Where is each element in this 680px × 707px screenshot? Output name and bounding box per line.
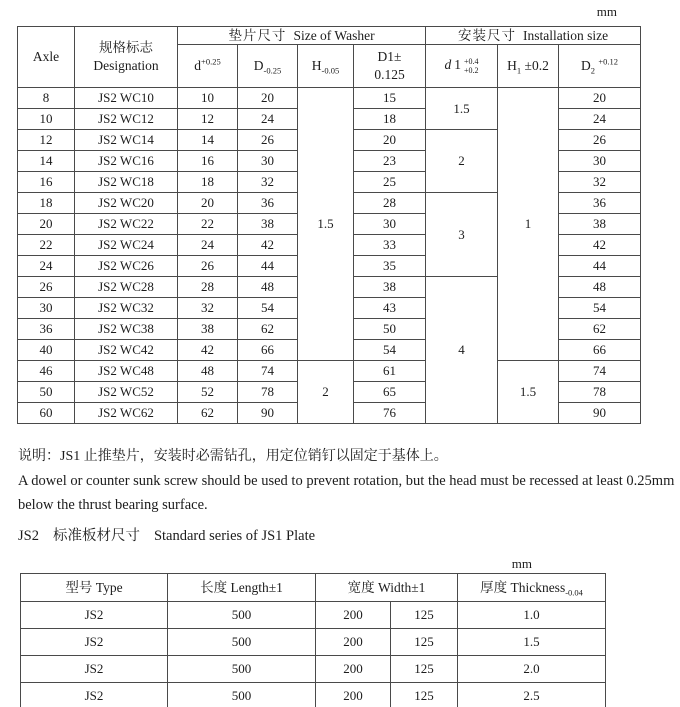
cell-width-b: 125 [391, 602, 458, 629]
unit-label-bottom: mm [511, 556, 532, 571]
col-header-width: 宽度 Width±1 [316, 574, 458, 602]
unit-label-top: mm [596, 4, 617, 19]
tolerance-H1: ±0.2 [524, 58, 549, 73]
cell-designation: JS2 WC20 [75, 193, 178, 214]
cell-d: 20 [178, 193, 238, 214]
cell-width-a: 200 [316, 629, 391, 656]
cell-axle: 46 [18, 361, 75, 382]
cell-designation: JS2 WC26 [75, 256, 178, 277]
cell-d: 16 [178, 151, 238, 172]
install-group-label-en: Installation size [522, 27, 609, 43]
cell-D2: 48 [559, 277, 641, 298]
col-header-type: 型号 Type [21, 574, 168, 602]
symbol-D1: D1± [377, 49, 402, 64]
tolerance-D1: 0.125 [374, 67, 405, 82]
cell-D2: 30 [559, 151, 641, 172]
cell-axle: 20 [18, 214, 75, 235]
tolerance-d1-upper: +0.4 [464, 57, 479, 66]
cell-D: 44 [238, 256, 298, 277]
cell-axle: 60 [18, 403, 75, 424]
cell-d1-merged: 2 [426, 130, 498, 193]
col-header-thickness [458, 574, 606, 602]
plate-row [21, 656, 606, 683]
cell-D2: 90 [559, 403, 641, 424]
cell-designation: JS2 WC22 [75, 214, 178, 235]
cell-D2: 36 [559, 193, 641, 214]
cell-length: 500 [168, 602, 316, 629]
cell-d: 18 [178, 172, 238, 193]
cell-D1: 65 [354, 382, 426, 403]
cell-D2: 26 [559, 130, 641, 151]
cell-designation: JS2 WC12 [75, 109, 178, 130]
cell-H-merged: 1.5 [298, 88, 354, 361]
cell-D2: 62 [559, 319, 641, 340]
washer-spec-table [17, 26, 641, 424]
cell-designation: JS2 WC16 [75, 151, 178, 172]
cell-D1: 50 [354, 319, 426, 340]
cell-D: 74 [238, 361, 298, 382]
cell-axle: 40 [18, 340, 75, 361]
plate-header-row [21, 574, 606, 602]
cell-D1: 25 [354, 172, 426, 193]
symbol-H: H [311, 58, 322, 73]
symbol-d: d [194, 58, 202, 73]
cell-designation: JS2 WC28 [75, 277, 178, 298]
cell-D2: 74 [559, 361, 641, 382]
cell-designation: JS2 WC38 [75, 319, 178, 340]
cell-d: 62 [178, 403, 238, 424]
group-header-row [18, 27, 641, 45]
cell-D: 24 [238, 109, 298, 130]
cell-d1-merged: 4 [426, 277, 498, 424]
designation-label-en: Designation [93, 58, 159, 73]
cell-D1: 54 [354, 340, 426, 361]
symbol-D: D [253, 58, 264, 73]
cell-width-a: 200 [316, 602, 391, 629]
section-title [18, 526, 680, 546]
cell-D: 38 [238, 214, 298, 235]
cell-d: 42 [178, 340, 238, 361]
cell-d1-merged: 3 [426, 193, 498, 277]
tolerance-d: +0.25 [201, 56, 221, 67]
section-title-cn: 标准板材尺寸 [52, 528, 140, 544]
cell-D1: 43 [354, 298, 426, 319]
cell-H-merged: 2 [298, 361, 354, 424]
cell-D2: 32 [559, 172, 641, 193]
cell-designation: JS2 WC10 [75, 88, 178, 109]
cell-type: JS2 [21, 629, 168, 656]
cell-D2: 38 [559, 214, 641, 235]
cell-d: 26 [178, 256, 238, 277]
cell-d: 28 [178, 277, 238, 298]
cell-D: 20 [238, 88, 298, 109]
cell-D2: 78 [559, 382, 641, 403]
tolerance-D2: +0.12 [598, 56, 619, 67]
cell-length: 500 [168, 629, 316, 656]
cell-type: JS2 [21, 656, 168, 683]
cell-D: 54 [238, 298, 298, 319]
cell-D2: 42 [559, 235, 641, 256]
cell-D: 66 [238, 340, 298, 361]
col-header-D [238, 45, 298, 88]
cell-axle: 12 [18, 130, 75, 151]
col-header-axle: Axle [18, 27, 75, 88]
cell-length: 500 [168, 656, 316, 683]
designation-label-cn: 规格标志 [99, 40, 153, 55]
cell-D1: 35 [354, 256, 426, 277]
cell-axle: 36 [18, 319, 75, 340]
note-chinese: 说明：JS1 止推垫片，安装时必需钻孔，用定位销钉以固定于基体上。 [18, 449, 448, 464]
cell-designation: JS2 WC62 [75, 403, 178, 424]
symbol-d1: d [444, 57, 452, 73]
cell-d: 14 [178, 130, 238, 151]
cell-designation: JS2 WC14 [75, 130, 178, 151]
cell-thickness: 2.5 [458, 683, 606, 707]
cell-thickness: 1.5 [458, 629, 606, 656]
cell-designation: JS2 WC48 [75, 361, 178, 382]
thickness-label: 厚度 Thickness [480, 579, 566, 595]
col-header-d1 [426, 45, 498, 88]
tolerance-H: -0.05 [321, 65, 340, 76]
cell-width-b: 125 [391, 629, 458, 656]
tolerance-d1-stack [464, 57, 479, 75]
cell-type: JS2 [21, 683, 168, 707]
cell-width-a: 200 [316, 683, 391, 707]
group-header-washer-size [178, 27, 426, 45]
washer-row [18, 361, 641, 382]
cell-D1: 20 [354, 130, 426, 151]
cell-thickness: 1.0 [458, 602, 606, 629]
washer-group-label-en: Size of Washer [293, 27, 375, 43]
section-title-en: Standard series of JS1 Plate [153, 528, 316, 544]
cell-width-a: 200 [316, 656, 391, 683]
cell-d: 22 [178, 214, 238, 235]
group-header-installation-size [426, 27, 641, 45]
cell-designation: JS2 WC24 [75, 235, 178, 256]
install-group-label-cn: 安装尺寸 [457, 27, 516, 43]
cell-axle: 14 [18, 151, 75, 172]
note-english-line1: A dowel or counter sunk screw should be used to prevent rotation, but the head must be recessed at least 0.25mm [18, 473, 675, 489]
plate-row [21, 602, 606, 629]
cell-d: 10 [178, 88, 238, 109]
cell-D: 32 [238, 172, 298, 193]
cell-d: 24 [178, 235, 238, 256]
cell-width-b: 125 [391, 656, 458, 683]
note-english-line2: below the thrust bearing surface. [18, 497, 208, 513]
cell-D1: 76 [354, 403, 426, 424]
cell-d: 38 [178, 319, 238, 340]
symbol-H1: H [507, 58, 517, 73]
col-header-H1 [498, 45, 559, 88]
cell-D: 90 [238, 403, 298, 424]
plate-row [21, 683, 606, 707]
cell-D1: 61 [354, 361, 426, 382]
cell-designation: JS2 WC52 [75, 382, 178, 403]
cell-d: 32 [178, 298, 238, 319]
cell-designation: JS2 WC32 [75, 298, 178, 319]
cell-width-b: 125 [391, 683, 458, 707]
plate-size-table [20, 573, 606, 707]
washer-group-label-cn: 垫片尺寸 [228, 27, 287, 43]
tolerance-d1-lower: +0.2 [464, 66, 479, 75]
symbol-D2-index: 2 [590, 65, 595, 76]
cell-H1-merged: 1 [498, 88, 559, 361]
symbol-D2: D [581, 58, 591, 73]
cell-type: JS2 [21, 602, 168, 629]
col-header-d [178, 45, 238, 88]
cell-D: 36 [238, 193, 298, 214]
cell-axle: 22 [18, 235, 75, 256]
cell-D1: 30 [354, 214, 426, 235]
cell-D1: 23 [354, 151, 426, 172]
cell-d: 12 [178, 109, 238, 130]
cell-d1-merged: 1.5 [426, 88, 498, 130]
cell-H1-merged: 1.5 [498, 361, 559, 424]
cell-designation: JS2 WC42 [75, 340, 178, 361]
cell-length: 500 [168, 683, 316, 707]
cell-D2: 20 [559, 88, 641, 109]
cell-D1: 33 [354, 235, 426, 256]
cell-D2: 44 [559, 256, 641, 277]
washer-row [18, 88, 641, 109]
cell-axle: 16 [18, 172, 75, 193]
cell-axle: 26 [18, 277, 75, 298]
cell-axle: 8 [18, 88, 75, 109]
cell-axle: 24 [18, 256, 75, 277]
section-code: JS2 [18, 528, 39, 544]
cell-D1: 18 [354, 109, 426, 130]
col-header-D2 [559, 45, 641, 88]
cell-D: 62 [238, 319, 298, 340]
cell-axle: 18 [18, 193, 75, 214]
col-header-D1 [354, 45, 426, 88]
cell-D1: 15 [354, 88, 426, 109]
cell-D: 42 [238, 235, 298, 256]
cell-thickness: 2.0 [458, 656, 606, 683]
cell-D: 26 [238, 130, 298, 151]
cell-D1: 28 [354, 193, 426, 214]
cell-axle: 30 [18, 298, 75, 319]
col-header-H [298, 45, 354, 88]
tolerance-thickness: -0.04 [565, 587, 583, 598]
note-english [18, 469, 678, 517]
plate-row [21, 629, 606, 656]
cell-D2: 66 [559, 340, 641, 361]
cell-D: 78 [238, 382, 298, 403]
tolerance-D: -0.25 [263, 65, 282, 76]
cell-D: 30 [238, 151, 298, 172]
cell-D2: 24 [559, 109, 641, 130]
symbol-d1-index: 1 [454, 57, 461, 73]
cell-D2: 54 [559, 298, 641, 319]
symbol-H1-index: 1 [516, 65, 522, 76]
col-header-length: 长度 Length±1 [168, 574, 316, 602]
cell-D1: 38 [354, 277, 426, 298]
col-header-designation [75, 27, 178, 88]
cell-d: 48 [178, 361, 238, 382]
cell-D: 48 [238, 277, 298, 298]
cell-d: 52 [178, 382, 238, 403]
cell-axle: 10 [18, 109, 75, 130]
cell-designation: JS2 WC18 [75, 172, 178, 193]
cell-axle: 50 [18, 382, 75, 403]
